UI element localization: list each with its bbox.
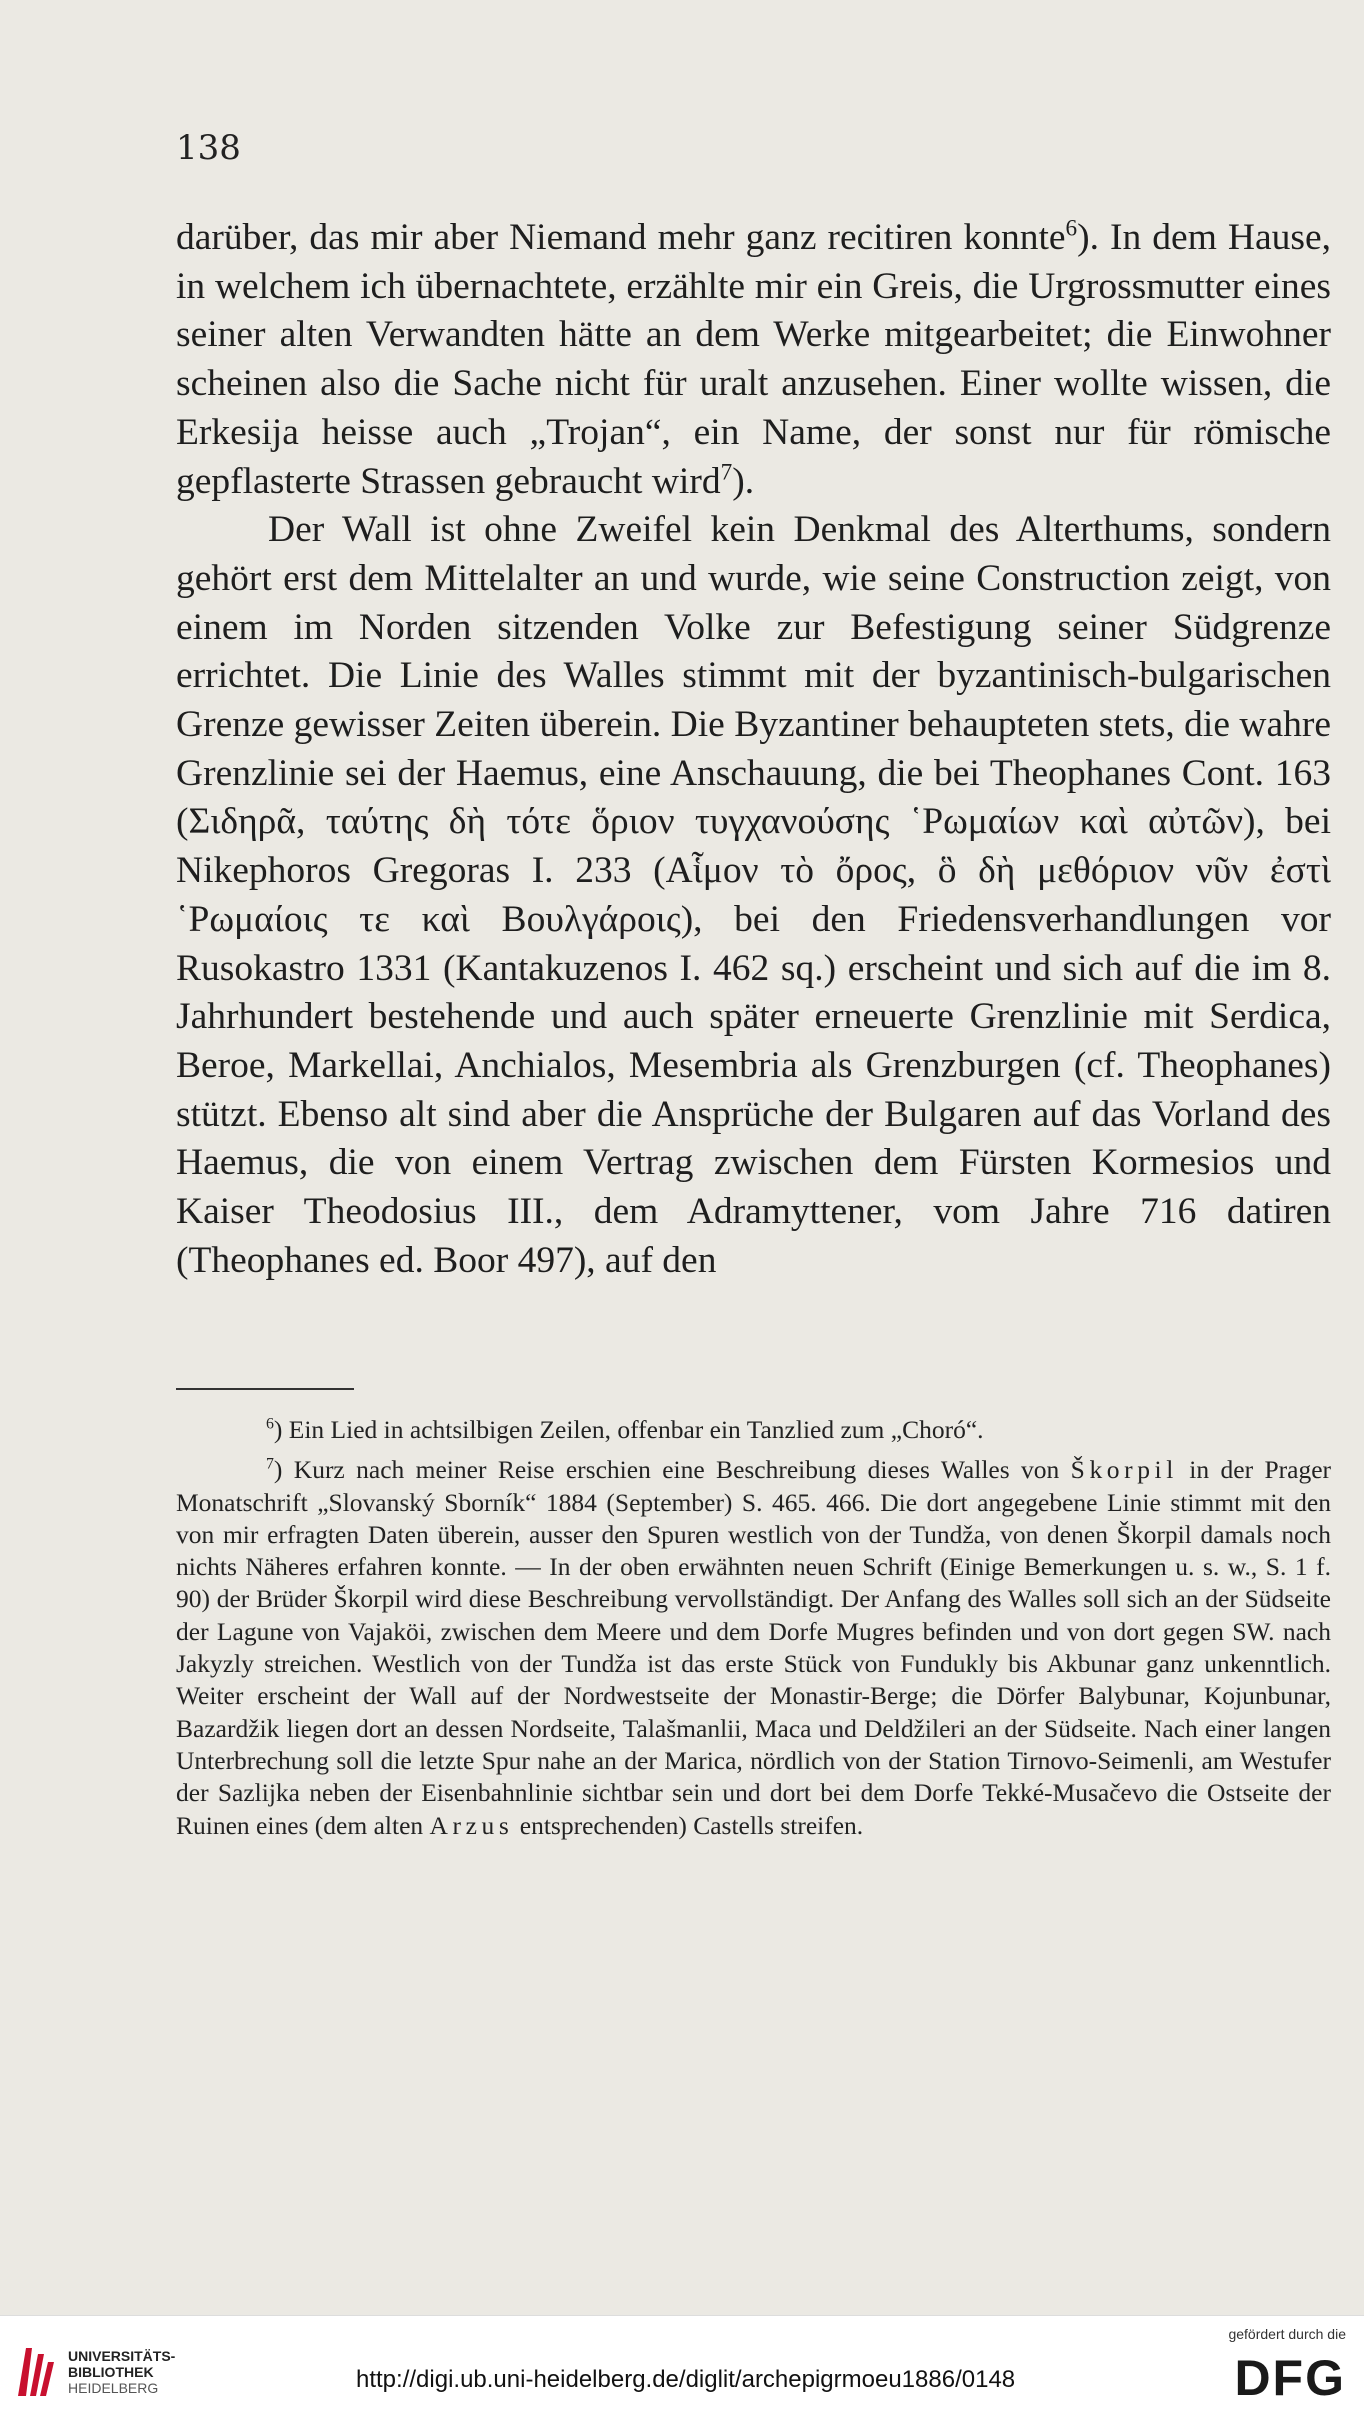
viewer-footer: [0, 2315, 1364, 2415]
footnote-7-text-a: ) Kurz nach meiner Reise erschien eine Beschreibung dieses Walles von: [273, 1455, 1071, 1485]
paragraph-1: [176, 214, 1331, 506]
paragraph-1-text-b: ). In dem Hause, in welchem ich übernachtete, erzählte mir ein Greis, die Urgrossmutter eines seiner alten Verwandten hätte an dem Werke mitgearbeitet; die Einwohner scheinen also die Sache nicht für uralt anzusehen. Einer wollte wissen, die Erkesija heisse auch „Trojan“, ein Name, der sonst nur für römische gepflasterte Strassen gebraucht wird: [176, 217, 1331, 502]
paragraph-1-text-c: ).: [732, 460, 755, 502]
permalink-url[interactable]: http://digi.ub.uni-heidelberg.de/diglit/archepigrmoeu1886/0148: [356, 2366, 1016, 2393]
paragraph-1-text-a: darüber, das mir aber Niemand mehr ganz recitiren konnte: [176, 217, 1066, 258]
paragraph-2: Der Wall ist ohne Zweifel kein Denkmal des Alterthums, sondern gehört erst dem Mittelalter an und wurde, wie seine Construction zeigt, von einem im Norden sitzenden Volke zur Befestigung seiner Südgrenze errichtet. Die Linie des Walles stimmt mit der byzantinisch-bulgarischen Grenze gewisser Zeiten überein. Die Byzantiner behaupteten stets, die wahre Grenzlinie sei der Haemus, eine Anschauung, die bei Theophanes Cont. 163 (Σιδηρᾶ, ταύτης δὴ τότε ὅριον τυγχανούσης ῾Ρωμαίων καὶ αὐτῶν), bei Nikephoros Gregoras I. 233 (Αἷμον τὸ ὄρος, ὃ δὴ μεθόριον νῦν ἐστὶ ῾Ρωμαίοις τε καὶ Βουλγάροις), bei den Friedensverhandlungen vor Rusokastro 1331 (Kantakuzenos I. 462 sq.) erscheint und sich auf die im 8. Jahrhundert bestehende und auch später erneuerte Grenzlinie mit Serdica, Beroe, Markellai, Anchialos, Mesembria als Grenzburgen (cf. Theophanes) stützt. Ebenso alt sind aber die Ansprüche der Bulgaren auf das Vorland des Haemus, die von einem Vertrag zwischen dem Fürsten Kormesios und Kaiser Theodosius III., dem Adramyttener, vom Jahre 716 datiren (Theophanes ed. Boor 497), auf den: [176, 509, 1331, 1281]
university-logo-icon: [14, 2344, 56, 2400]
funding-caption: gefördert durch die: [1228, 2326, 1346, 2342]
footnote-7-text-b: in der Prager Monatschrift „Slovanský Sborník“ 1884 (September) S. 465. 466. Die dort angegebene Linie stimmt mit den von mir erfragten Daten überein, ausser den Spuren westlich von der Tundža, von denen Škorpil damals noch nichts Näheres erfahren konnte. — In der oben erwähnten neuen Schrift (Einige Bemerkungen u. s. w., S. 1 f. 90) der Brüder Škorpil wird diese Beschreibung vervollständigt. Der Anfang des Walles soll sich an der Südseite der Lagune von Vajaköi, zwischen dem Meere und dem Dorfe Mugres befinden und von dort gegen SW. nach Jakyzly streichen. Westlich von der Tundža ist das erste Stück von Fundukly bis Akbunar ganz unkenntlich. Weiter erscheint der Wall auf der Nordwestseite der Monastir-Berge; die Dörfer Balybunar, Kojunbunar, Bazardžik liegen dort an dessen Nordseite, Talašmanlii, Maca und Deldžileri an der Südseite. Nach einer langen Unterbrechung soll die letzte Spur nahe an der Marica, nördlich von der Station Tirnovo-Seimenli, am Westufer der Sazlijka neben der Eisenbahnlinie sichtbar sein und dort bei dem Dorfe Tekké-Musačevo die Ostseite der Ruinen eines (dem alten: [176, 1455, 1331, 1840]
university-name-line1: UNIVERSITÄTS-: [68, 2348, 176, 2364]
page-number: 138: [176, 128, 241, 168]
footnote-ref-6: 6: [1065, 215, 1078, 242]
dfg-logo: DFG: [1234, 2350, 1346, 2406]
university-name: [68, 2348, 175, 2396]
footnote-ref-7: 7: [720, 459, 733, 486]
footnote-7-name-arzus: Arzus: [429, 1810, 514, 1840]
footnote-6-text: ) Ein Lied in achtsilbigen Zeilen, offenbar ein Tanzlied zum „Choró“.: [273, 1415, 984, 1444]
footnote-separator: [176, 1388, 354, 1390]
university-name-line2: BIBLIOTHEK: [68, 2364, 154, 2380]
body-text: [176, 214, 1331, 1285]
footnote-6-number: 6: [266, 1415, 274, 1433]
footnote-7-name-skorpil: Škorpil: [1070, 1455, 1178, 1485]
university-name-line3: HEIDELBERG: [68, 2380, 159, 2396]
footnote-7-number: 7: [266, 1455, 274, 1473]
footnote-7-text-c: entsprechenden) Castells streifen.: [513, 1810, 864, 1840]
footnote-7: [176, 1454, 1331, 1842]
footnotes: [176, 1414, 1331, 1850]
footnote-6: [176, 1414, 1331, 1446]
